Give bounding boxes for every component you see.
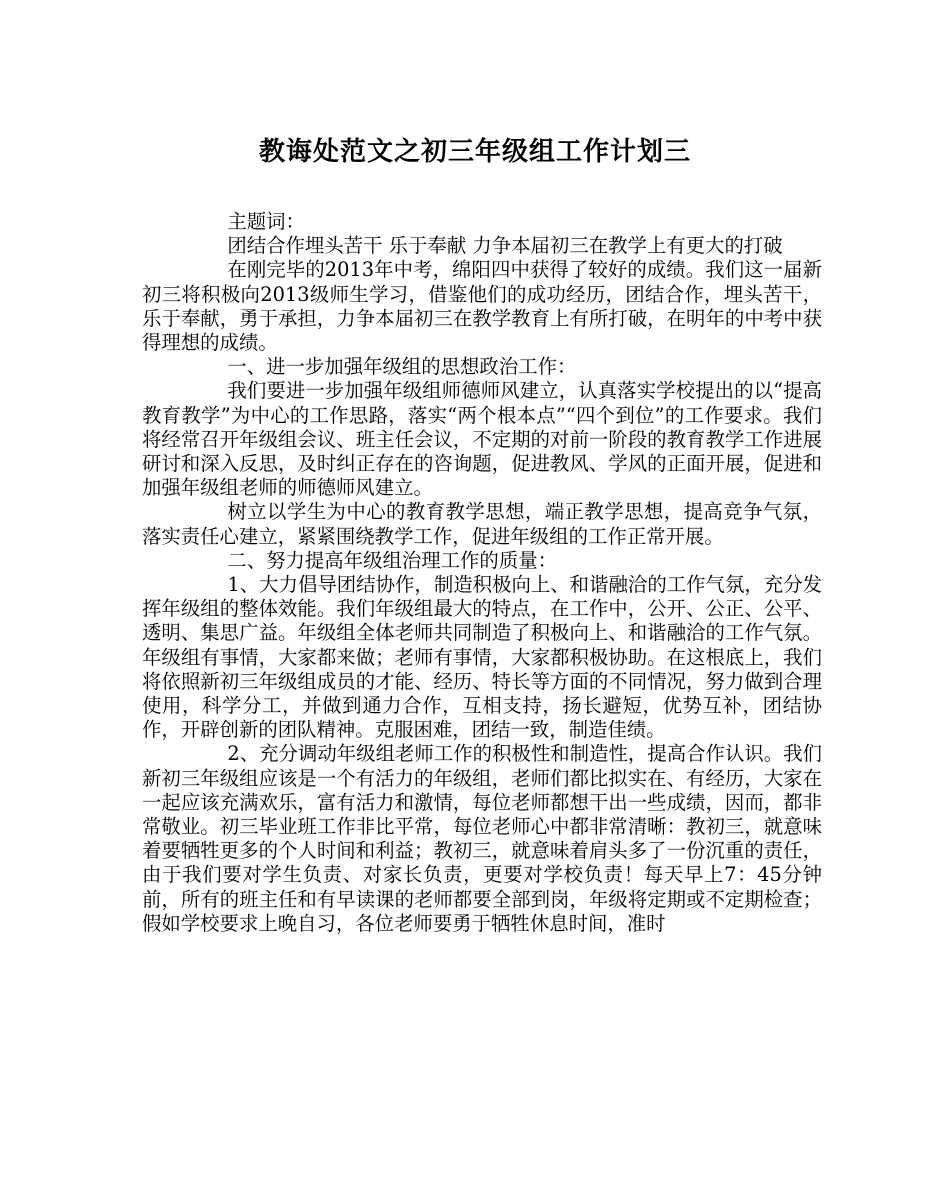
section-2-item-1: 1、大力倡导团结协作，制造积极向上、和谐融洽的工作气氛，充分发挥年级组的整体效能。我们年级组最大的特点，在工作中，公开、公正、公平、透明、集思广益。年级组全体老师共同制造了积极向上、和谐融洽的工作气氛。年级组有事情，大家都来做；老师有事情，大家都积极协助。在这根底上，我们将依照新初三年级组成员的才能、经历、特长等方面的不同情况，努力做到合理使用，科学分工，并做到通力合作，互相支持，扬长避短，优势互补，团结协作，开辟创新的团队精神。克服困难，团结一致，制造佳绩。 [142, 573, 822, 742]
section-2-item-2: 2、充分调动年级组老师工作的积极性和制造性，提高合作认识。我们新初三年级组应该是一个有活力的年级组，老师们都比拟实在、有经历，大家在一起应该充满欢乐，富有活力和激情，每位老师都想干出一些成绩，因而，都非常敬业。初三毕业班工作非比平常，每位老师心中都非常清晰：教初三，就意味着要牺牲更多的个人时间和利益；教初三，就意味着肩头多了一份沉重的责任，由于我们要对学生负责、对家长负责，更要对学校负责！每天早上7：45分钟前，所有的班主任和有早读课的老师都要全部到岗，年级将定期或不定期检查；假如学校要求上晚自习，各位老师要勇于牺牲休息时间，准时 [142, 742, 822, 935]
document-title: 教诲处范文之初三年级组工作计划三 [258, 137, 691, 167]
keywords-text: 团结合作埋头苦干 乐于奉献 力争本届初三在教学上有更大的打破 [227, 234, 783, 258]
document-body [142, 210, 822, 936]
intro-paragraph: 在刚完毕的2013年中考，绵阳四中获得了较好的成绩。我们这一届新初三将积极向2013级师生学习，借鉴他们的成功经历，团结合作，埋头苦干，乐于奉献，勇于承担，力争本届初三在教学教育上有所打破，在明年的中考中获得理想的成绩。 [142, 258, 822, 355]
keywords-label: 主题词： [227, 210, 305, 233]
section-1-paragraph-1: 我们要进一步加强年级组师德师风建立，认真落实学校提出的以“提高教育教学”为中心的工作思路，落实“两个根本点”“四个到位”的工作要求。我们将经常召开年级组会议、班主任会议，不定期的对前一阶段的教育教学工作进展研讨和深入反思，及时纠正存在的咨询题，促进教风、学风的正面开展，促进和加强年级组老师的师德师风建立。 [142, 379, 822, 500]
section-heading-1: 一、进一步加强年级组的思想政治工作： [227, 355, 577, 379]
section-1-paragraph-2: 树立以学生为中心的教育教学思想，端正教学思想，提高竞争气氛，落实责任心建立，紧紧围绕教学工作，促进年级组的工作正常开展。 [142, 500, 822, 548]
section-heading-2: 二、努力提高年级组治理工作的质量： [227, 548, 557, 572]
